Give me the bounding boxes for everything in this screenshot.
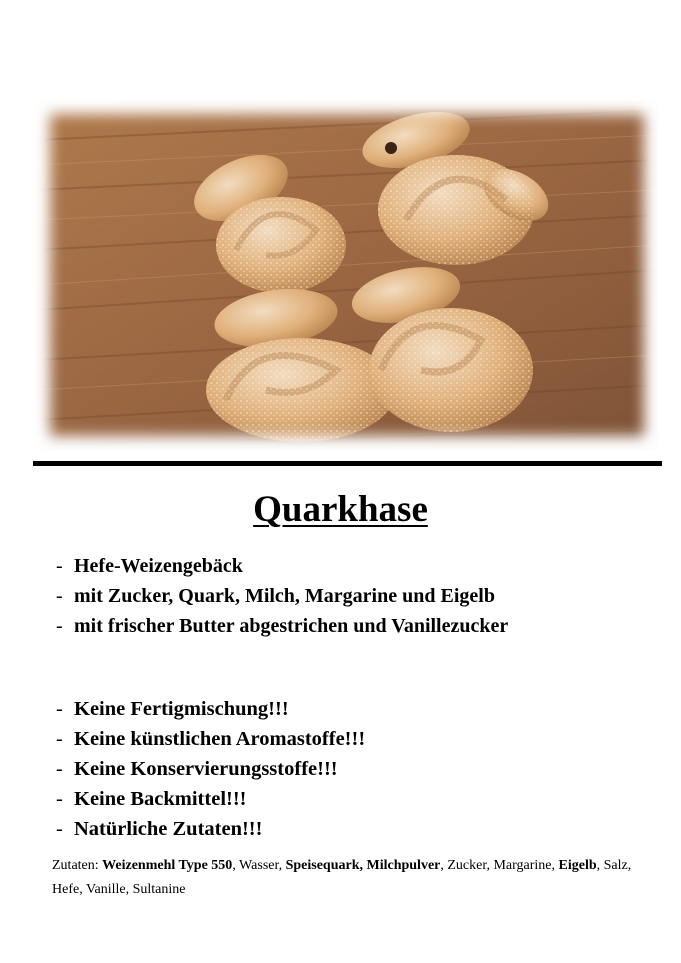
ingredient-plain: , Salz, Hefe, Vanille, Sultanine — [52, 858, 632, 897]
ingredient-bold: Weizenmehl Type 550 — [102, 858, 233, 873]
bullet-dash: - — [56, 615, 63, 637]
bullet-dash: - — [56, 585, 63, 607]
bullet-dash: - — [56, 818, 63, 840]
list-item — [56, 784, 365, 814]
divider-rule — [33, 461, 662, 466]
list-item — [56, 754, 365, 784]
list-item-text: Natürliche Zutaten!!! — [74, 818, 263, 840]
list-item — [56, 581, 508, 611]
product-info-list — [56, 551, 508, 641]
list-item-text: mit frischer Butter abgestrichen und Vanillezucker — [74, 615, 509, 637]
bullet-dash: - — [56, 698, 63, 720]
ingredient-plain: , Zucker, Margarine, — [440, 858, 559, 873]
list-item-text: Keine Konservierungsstoffe!!! — [74, 758, 338, 780]
list-item — [56, 611, 508, 641]
list-item — [56, 724, 365, 754]
ingredient-bold: Eigelb — [558, 858, 597, 873]
ingredients-label: Zutaten: — [52, 858, 99, 873]
list-item-text: Hefe-Weizengebäck — [74, 555, 243, 577]
bullet-dash: - — [56, 788, 63, 810]
list-item — [56, 551, 508, 581]
list-item — [56, 814, 365, 844]
pastry-illustration — [36, 100, 658, 450]
list-item-text: Keine Fertigmischung!!! — [74, 698, 289, 720]
bullet-dash: - — [56, 728, 63, 750]
list-item-text: mit Zucker, Quark, Milch, Margarine und Eigelb — [74, 585, 495, 607]
claims-list — [56, 694, 365, 844]
ingredient-bold: Speisequark, Milchpulver — [285, 858, 441, 873]
list-item — [56, 694, 365, 724]
page-title: Quarkhase — [253, 489, 428, 530]
ingredients-text — [52, 854, 642, 902]
bullet-dash: - — [56, 758, 63, 780]
list-item-text: Keine künstlichen Aromastoffe!!! — [74, 728, 366, 750]
ingredient-plain: , Wasser, — [232, 858, 286, 873]
pastry-photo — [36, 100, 658, 450]
bullet-dash: - — [56, 555, 63, 577]
list-item-text: Keine Backmittel!!! — [74, 788, 247, 810]
